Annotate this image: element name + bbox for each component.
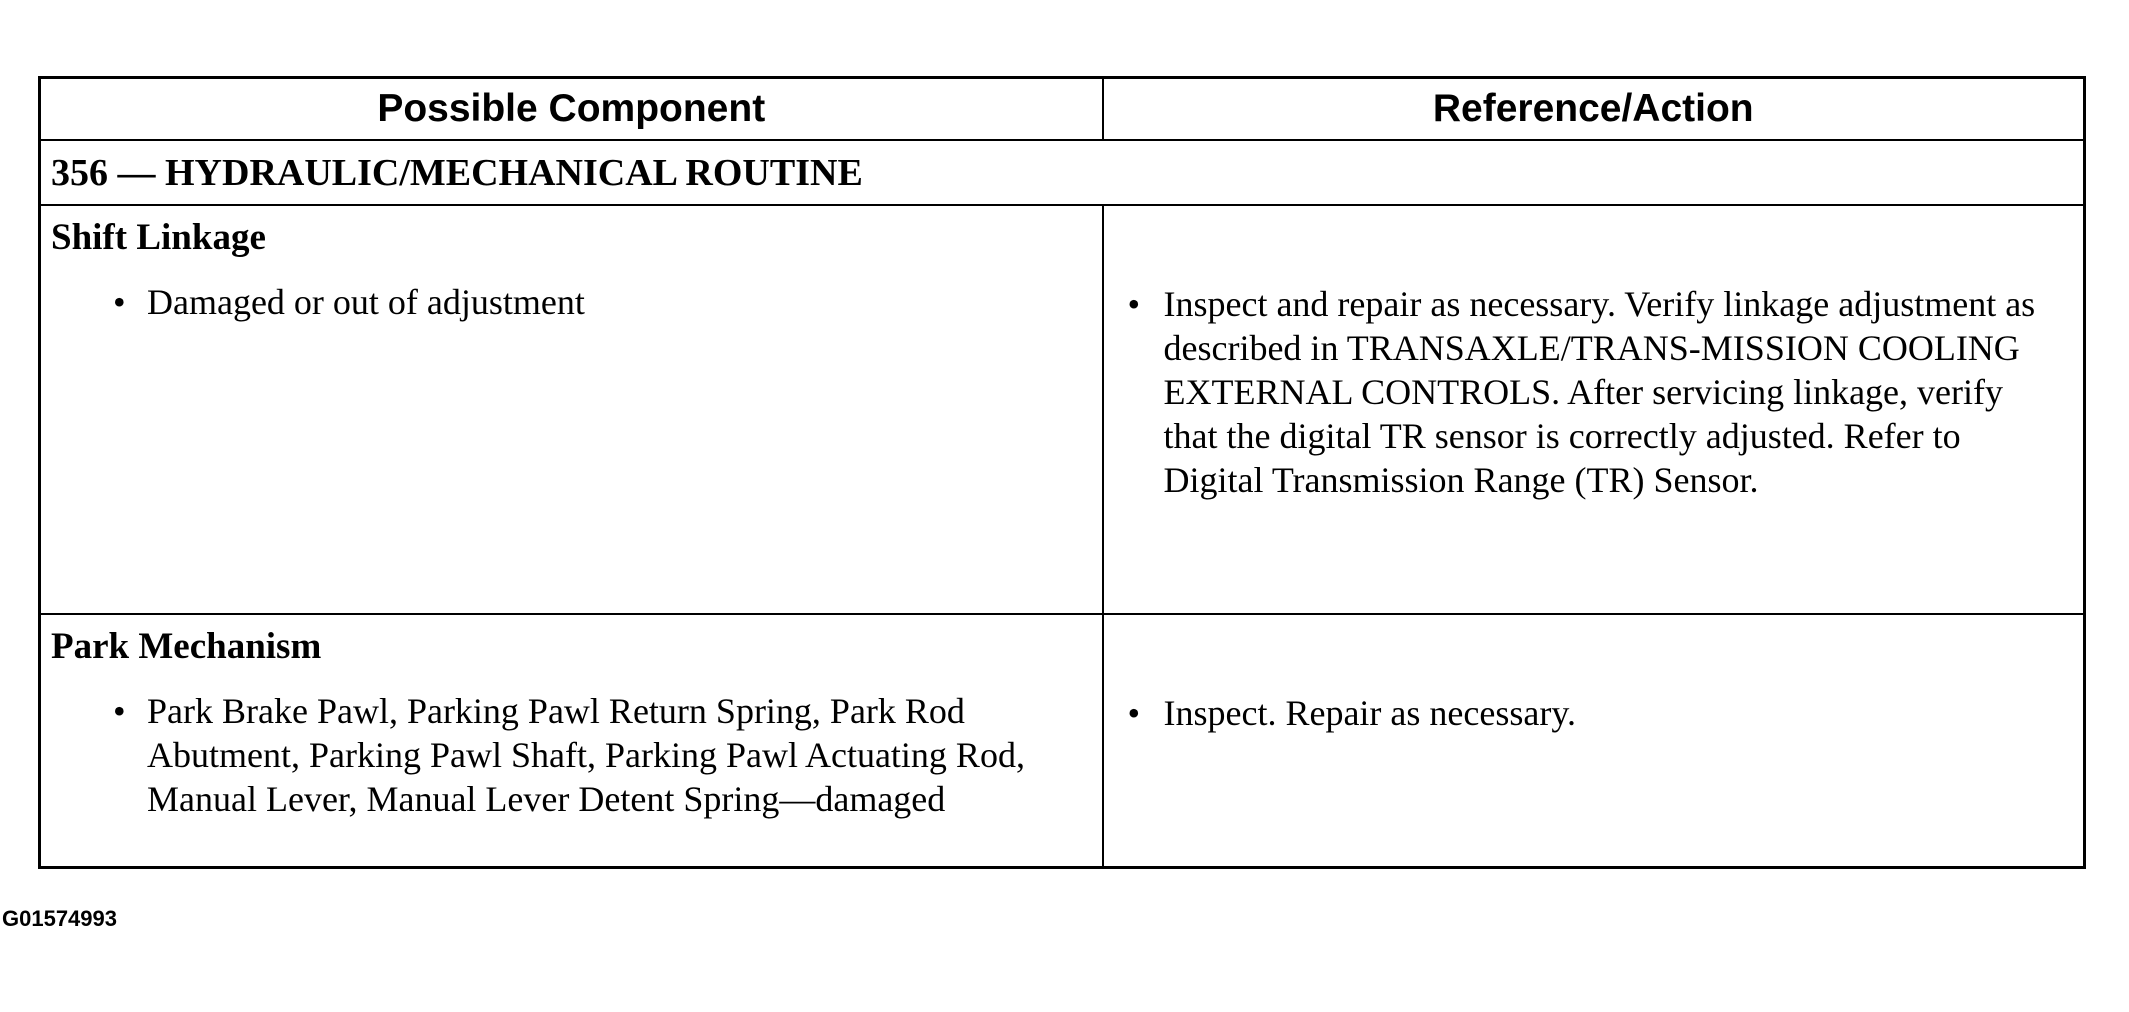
list-item — [113, 280, 1072, 324]
component-item-text: Damaged or out of adjustment — [147, 282, 585, 322]
component-list — [41, 262, 1102, 324]
bullet-icon: • — [1127, 284, 1141, 324]
figure-code: G01574993 — [2, 906, 117, 931]
action-item-text: Inspect. Repair as necessary. — [1163, 693, 1576, 733]
table-row — [40, 614, 2085, 867]
component-title: Park Mechanism — [51, 626, 322, 667]
component-cell — [40, 614, 1103, 867]
bullet-icon: • — [1127, 693, 1141, 733]
component-cell — [40, 205, 1103, 614]
bullet-icon: • — [113, 691, 126, 731]
bullet-icon: • — [113, 282, 126, 322]
header-possible-component: Possible Component — [40, 78, 1103, 141]
component-item-text: Park Brake Pawl, Parking Pawl Return Spring, Park Rod Abutment, Parking Pawl Shaft, Parking Pawl Actuating Rod, Manual Lever, Manual Lever Detent Spring—damaged — [147, 691, 1025, 819]
action-cell — [1103, 205, 2085, 614]
action-cell — [1103, 614, 2085, 867]
component-list — [41, 671, 1102, 821]
action-item-text: Inspect and repair as necessary. Verify linkage adjustment as described in TRANSAXLE/TRANS-MISSION COOLING EXTERNAL CONTROLS. After servicing linkage, verify that the digital TR sensor is correctly adjusted. Refer to Digital Transmission Range (TR) Sensor. — [1163, 284, 2036, 500]
list-item — [1127, 282, 2044, 502]
section-title: 356 — HYDRAULIC/MECHANICAL ROUTINE — [40, 140, 2085, 205]
table-row — [40, 205, 2085, 614]
header-row — [40, 78, 2085, 141]
diagnostic-table — [38, 76, 2086, 869]
list-item — [113, 689, 1072, 821]
action-list — [1104, 615, 2084, 735]
section-row — [40, 140, 2085, 205]
component-title: Shift Linkage — [51, 217, 266, 258]
header-reference-action: Reference/Action — [1103, 78, 2085, 141]
list-item — [1127, 691, 2044, 735]
action-list — [1104, 206, 2084, 502]
